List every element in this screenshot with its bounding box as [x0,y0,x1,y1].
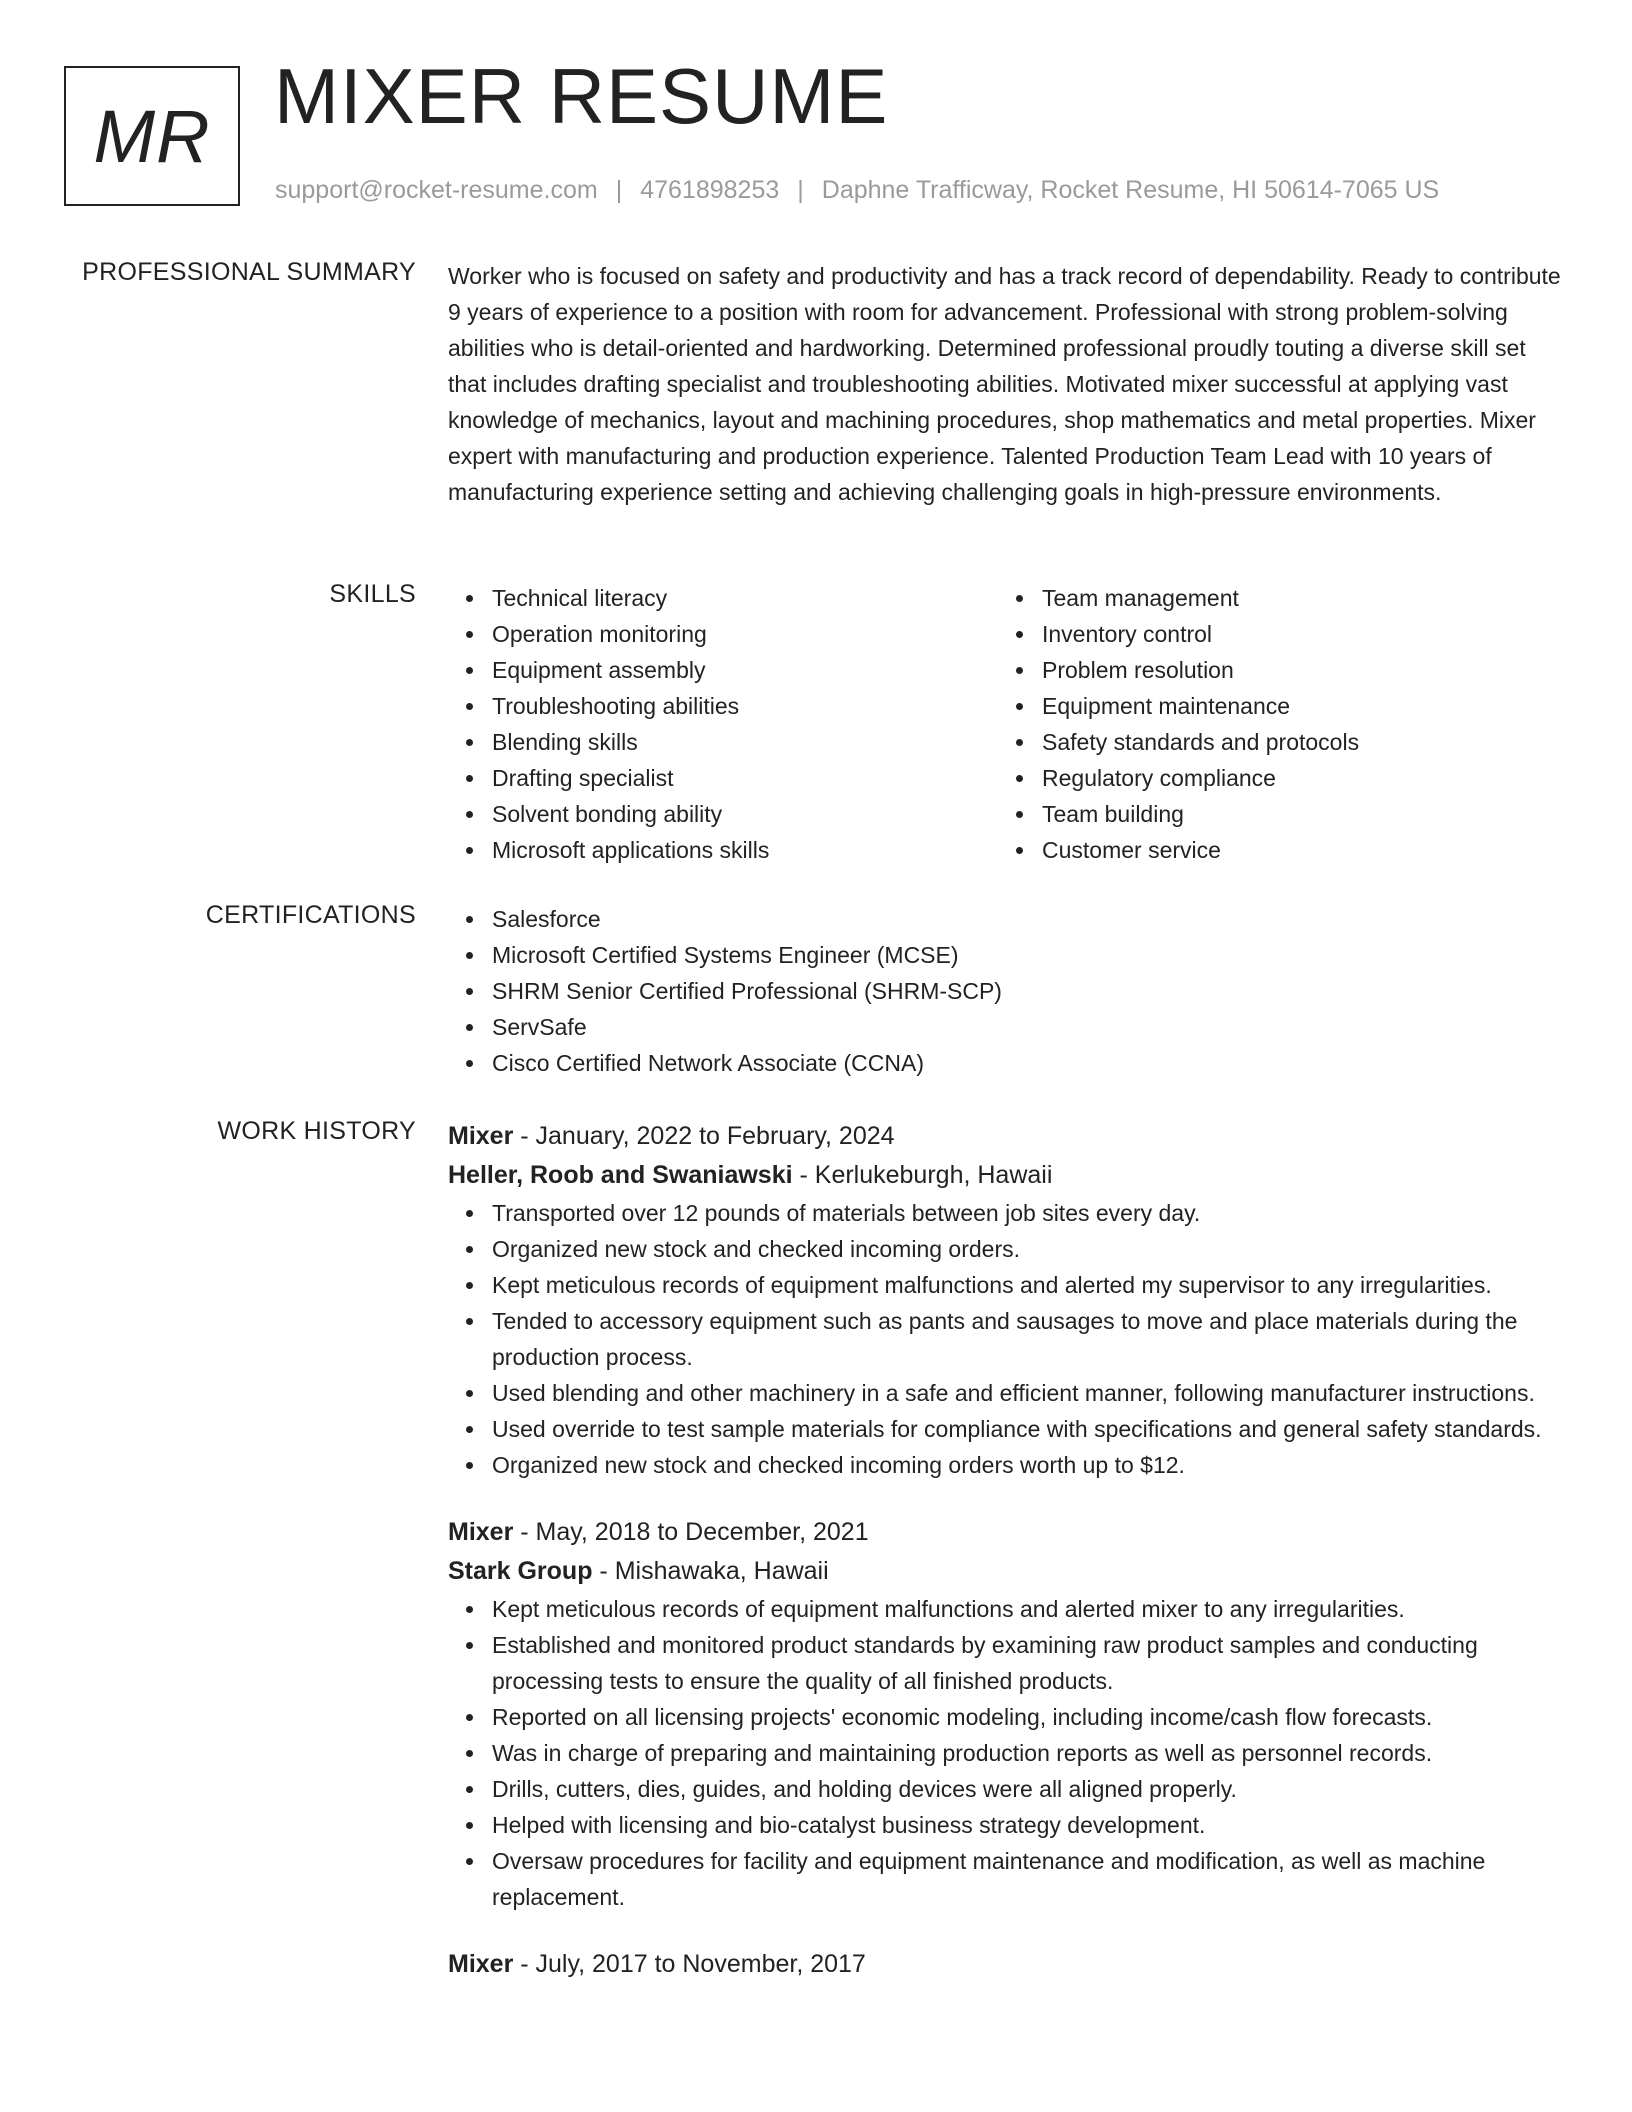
job-dates: - January, 2022 to February, 2024 [513,1122,895,1150]
job-bullets [448,1591,1568,1915]
skill-item: Inventory control [1042,616,1548,652]
skills-list-left [448,580,998,868]
job-dates: - July, 2017 to November, 2017 [513,1950,866,1978]
job-company: Heller, Roob and Swaniawski [448,1161,793,1189]
job-bullet: Was in charge of preparing and maintaining production reports as well as personnel records. [492,1735,1568,1771]
job-bullet: Transported over 12 pounds of materials between job sites every day. [492,1195,1568,1231]
summary-text: Worker who is focused on safety and productivity and has a track record of dependability. Ready to contribute 9 years of experience to a position with room for advancement. Professional with strong problem-solving abilities who is detail-oriented and hardworking. Determined professional proudly touting a diverse skill set that includes drafting specialist and troubleshooting abilities. Motivated mixer successful at applying vast knowledge of mechanics, layout and machining procedures, shop mathematics and metal properties. Mixer expert with manufacturing and production experience. Talented Production Team Lead with 10 years of manufacturing experience setting and achieving challenging goals in high-pressure environments. [448,263,1561,505]
job-company: Stark Group [448,1557,593,1585]
job-location: - Mishawaka, Hawaii [592,1557,829,1585]
job-bullets [448,1195,1568,1483]
skill-item: Troubleshooting abilities [492,688,998,724]
job-company-line [448,1155,1568,1195]
skill-item: Equipment assembly [492,652,998,688]
skill-item: Safety standards and protocols [1042,724,1548,760]
skill-item: Drafting specialist [492,760,998,796]
job-bullet: Established and monitored product standards by examining raw product samples and conducting processing tests to ensure the quality of all finished products. [492,1627,1568,1699]
skill-item: Team management [1042,580,1548,616]
job-title: Mixer [448,1950,514,1978]
job-title-line [448,1513,1568,1551]
job-title-line [448,1945,1568,1983]
job-bullet: Helped with licensing and bio-catalyst business strategy development. [492,1807,1568,1843]
contact-separator: | [615,176,623,204]
summary-heading: PROFESSIONAL SUMMARY [82,258,416,286]
certifications-heading: CERTIFICATIONS [205,901,416,929]
certification-item: SHRM Senior Certified Professional (SHRM-SCP) [492,973,1568,1009]
job-bullet: Used override to test sample materials for compliance with specifications and general safety standards. [492,1411,1568,1447]
skill-item: Blending skills [492,724,998,760]
job-company-line [448,1551,1568,1591]
job-entry [448,1513,1568,1915]
job-location: - Kerlukeburgh, Hawaii [792,1161,1053,1189]
job-bullet: Organized new stock and checked incoming orders. [492,1231,1568,1267]
skill-item: Problem resolution [1042,652,1548,688]
work-history-heading: WORK HISTORY [217,1117,416,1145]
certification-item: ServSafe [492,1009,1568,1045]
contact-separator: | [797,176,804,204]
job-title: Mixer [448,1518,514,1546]
skills-heading: SKILLS [329,580,416,608]
job-dates: - May, 2018 to December, 2021 [513,1518,869,1546]
job-bullet: Kept meticulous records of equipment malfunctions and alerted mixer to any irregularities. [492,1591,1568,1627]
contact-phone[interactable]: 4761898253 [640,176,780,204]
skill-item: Team building [1042,796,1548,832]
contact-address: Daphne Trafficway, Rocket Resume, HI 50614-7065 US [821,176,1440,204]
skill-item: Equipment maintenance [1042,688,1548,724]
job-entry [448,1945,1568,1983]
monogram-logo: MR [64,66,240,206]
job-bullet: Used blending and other machinery in a safe and efficient manner, following manufacturer instructions. [492,1375,1568,1411]
job-title: Mixer [448,1122,514,1150]
job-bullet: Drills, cutters, dies, guides, and holding devices were all aligned properly. [492,1771,1568,1807]
skill-item: Technical literacy [492,580,998,616]
job-bullet: Reported on all licensing projects' economic modeling, including income/cash flow forecasts. [492,1699,1568,1735]
job-bullet: Tended to accessory equipment such as pants and sausages to move and place materials during the production process. [492,1303,1568,1375]
skill-item: Customer service [1042,832,1548,868]
resume-name: MIXER RESUME [274,52,889,140]
job-bullet: Oversaw procedures for facility and equipment maintenance and modification, as well as machine replacement. [492,1843,1568,1915]
contact-line [275,176,1439,205]
certification-item: Microsoft Certified Systems Engineer (MCSE) [492,937,1568,973]
contact-email[interactable]: support@rocket-resume.com [275,176,598,204]
certification-item: Cisco Certified Network Associate (CCNA) [492,1045,1568,1081]
job-bullet: Kept meticulous records of equipment malfunctions and alerted my supervisor to any irregularities. [492,1267,1568,1303]
skills-list-right [998,580,1548,868]
certification-item: Salesforce [492,901,1568,937]
job-entry [448,1117,1568,1483]
skill-item: Operation monitoring [492,616,998,652]
job-bullet: Organized new stock and checked incoming orders worth up to $12. [492,1447,1568,1483]
skill-item: Microsoft applications skills [492,832,998,868]
skill-item: Solvent bonding ability [492,796,998,832]
job-title-line [448,1117,1568,1155]
skill-item: Regulatory compliance [1042,760,1548,796]
certifications-list [448,901,1568,1081]
